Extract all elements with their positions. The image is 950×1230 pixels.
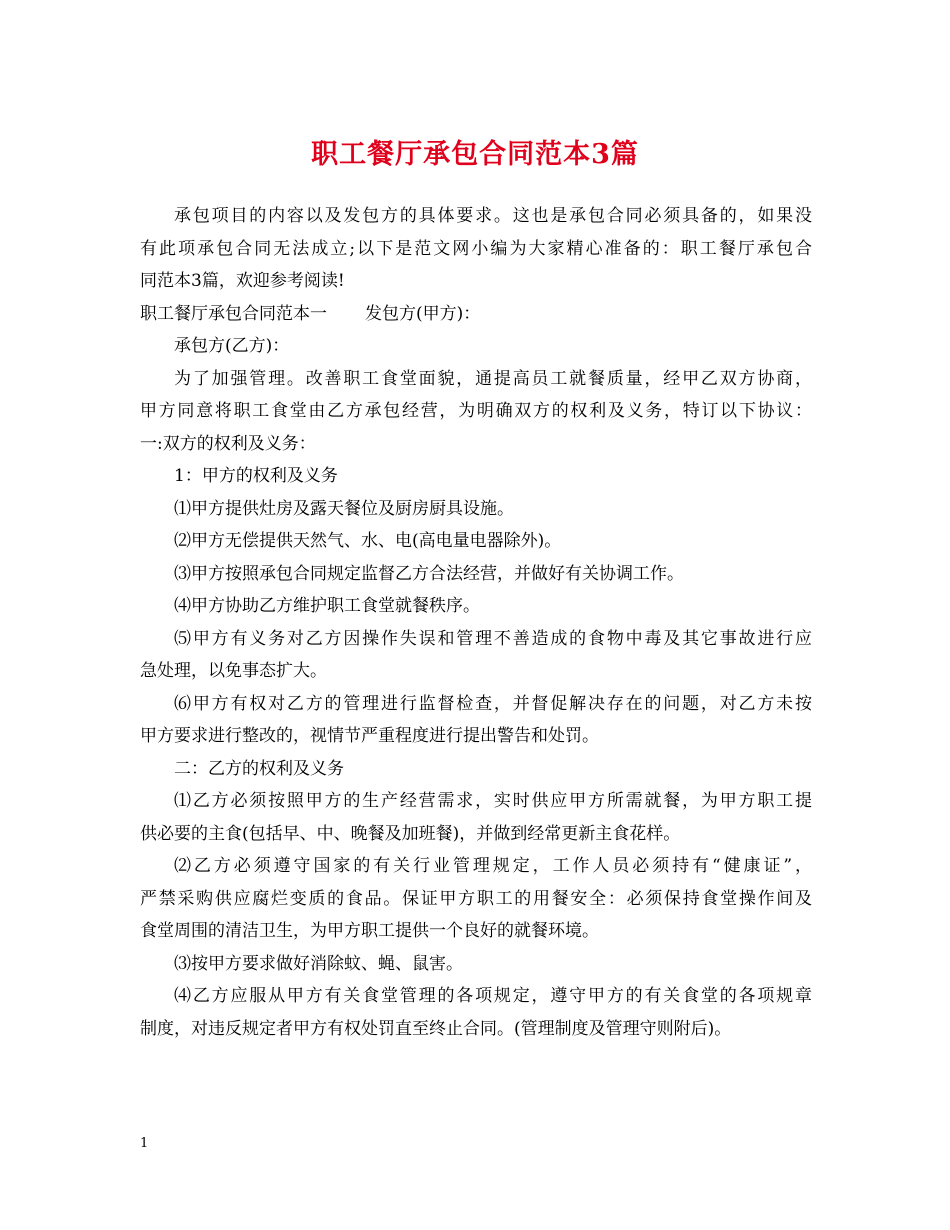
clause-line: ⑷甲方协助乙方维护职工食堂就餐秩序。: [174, 596, 480, 616]
clause-line: 严禁采购供应腐烂变质的食品。保证甲方职工的用餐安全：必须保持食堂操作间及: [140, 888, 812, 909]
paragraph-line: [140, 298, 812, 331]
subsection-heading: 二：乙方的权利及义务: [174, 758, 344, 779]
paragraph-line: 甲方同意将职工食堂由乙方承包经营，为明确双方的权利及义务，特订以下协议：: [140, 401, 812, 421]
clause-line: ⑵乙方必须遵守国家的有关行业管理规定，工作人员必须持有“健康证”，: [174, 856, 812, 876]
clause-line: ⑶甲方按照承包合同规定监督乙方合法经营，并做好有关协调工作。: [174, 563, 684, 584]
clause-line: ⑵甲方无偿提供天然气、水、电(高电量电器除外)。: [174, 531, 562, 551]
clause-line: ⑷乙方应服从甲方有关食堂管理的各项规定，遵守甲方的有关食堂的各项规章: [174, 986, 812, 1006]
paragraph-line: 有此项承包合同无法成立;以下是范文网小编为大家精心准备的：职工餐厅承包合: [140, 238, 812, 259]
clause-line: 供必要的主食(包括早、中、晚餐及加班餐)，并做到经常更新主食花样。: [140, 823, 681, 844]
party-b-label: 承包方(乙方)：: [174, 336, 290, 356]
paragraph-line: 为了加强管理。改善职工食堂面貌，通提高员工就餐质量，经甲乙双方协商，: [174, 368, 812, 389]
clause-line: 急处理，以免事态扩大。: [140, 661, 327, 681]
clause-line: 制度，对违反规定者甲方有权处罚直至终止合同。(管理制度及管理守则附后)。: [140, 1018, 732, 1039]
clause-line: ⑶按甲方要求做好消除蚊、蝇、鼠害。: [174, 953, 463, 974]
subsection-heading: 1：甲方的权利及义务: [174, 466, 338, 486]
party-a-label: 发包方(甲方)：: [365, 303, 481, 324]
clause-line: ⑹甲方有权对乙方的管理进行监督检查，并督促解决存在的问题，对乙方未按: [174, 693, 812, 714]
section-heading-contract-one: 职工餐厅承包合同范本一: [140, 303, 327, 324]
page-number: 1: [140, 1136, 149, 1151]
clause-line: 甲方要求进行整改的，视情节严重程度进行提出警告和处罚。: [140, 726, 599, 746]
paragraph-line: 同范本3篇，欢迎参考阅读!: [140, 271, 345, 291]
section-heading: 一:双方的权利及义务：: [140, 433, 316, 454]
clause-line: ⑸甲方有义务对乙方因操作失误和管理不善造成的食物中毒及其它事故进行应: [174, 628, 812, 649]
clause-line: 食堂周围的清洁卫生，为甲方职工提供一个良好的就餐环境。: [140, 921, 599, 941]
document-title: 职工餐厅承包合同范本3篇: [311, 139, 639, 170]
clause-line: ⑴甲方提供灶房及露天餐位及厨房厨具设施。: [174, 498, 514, 519]
document-body: [140, 200, 812, 1045]
paragraph-line: 承包项目的内容以及发包方的具体要求。这也是承包合同必须具备的，如果没: [174, 206, 812, 226]
clause-line: ⑴乙方必须按照甲方的生产经营需求，实时供应甲方所需就餐，为甲方职工提: [174, 791, 812, 811]
